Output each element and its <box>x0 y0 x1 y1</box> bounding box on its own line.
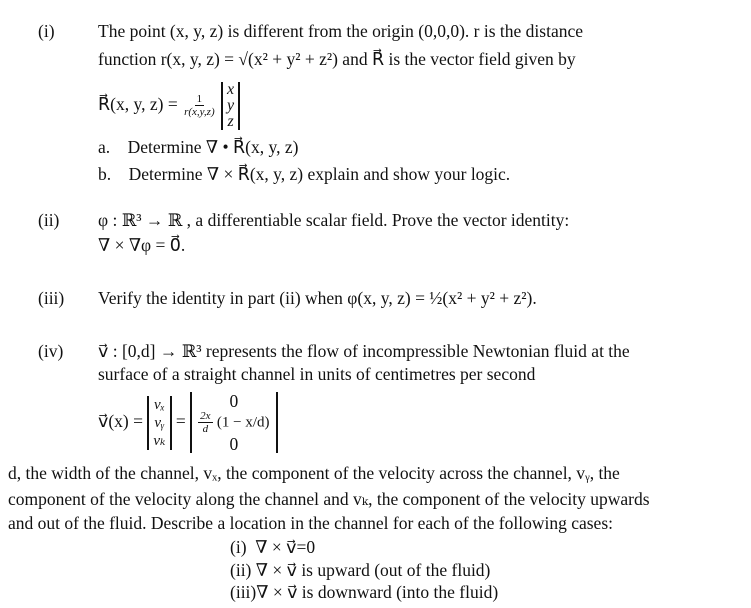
q4-value-middle <box>198 410 269 435</box>
q4-value-vector <box>190 392 277 453</box>
q1-fraction <box>182 93 217 118</box>
q4-component-vector <box>147 396 171 450</box>
q4-component-y: vᵧ <box>154 414 165 431</box>
q4-value-bottom: 0 <box>229 434 239 455</box>
q4-description-line-3: and out of the fluid. Describe a location in the channel for each of the following cases: <box>8 513 613 533</box>
q4-component-x: vₓ <box>154 396 165 413</box>
q4-velocity-definition <box>98 386 278 456</box>
q4-equals: = <box>175 411 186 431</box>
q4-middle-paren: (1 − x/d) <box>216 415 270 431</box>
q1-fraction-numerator: 1 <box>196 93 203 106</box>
question-number-2: (ii) <box>38 210 60 230</box>
q4-value-top: 0 <box>229 391 239 412</box>
q4-line-1: v⃗ : [0,d] → ℝ³ represents the flow of incompressible Newtonian fluid at the <box>98 341 630 361</box>
question-number-1: (i) <box>38 21 55 41</box>
q1-vector-field-lhs: R⃗(x, y, z) = <box>98 94 178 114</box>
q4-case-1: (i) ∇ × v⃗=0 <box>230 537 316 557</box>
q4-middle-numerator: 2x <box>200 410 211 423</box>
q4-case-3: (iii)∇ × v⃗ is downward (into the fluid) <box>230 582 499 602</box>
q4-description-line-2: component of the velocity along the channel and vₖ, the component of the velocity upwards <box>8 489 650 509</box>
q4-middle-denominator: d <box>202 423 209 436</box>
q4-velocity-lhs: v⃗(x) = <box>98 411 144 431</box>
q1-part-b: b. Determine ∇ × R⃗(x, y, z) explain and show your logic. <box>98 164 511 184</box>
q1-line-1: The point (x, y, z) is different from the origin (0,0,0). r is the distance <box>98 21 584 41</box>
question-number-4: (iv) <box>38 341 64 361</box>
q4-line-2: surface of a straight channel in units of centimetres per second <box>98 364 536 384</box>
q1-vector-field-definition <box>98 76 240 132</box>
q2-line-1: φ : ℝ³ → ℝ , a differentiable scalar field. Prove the vector identity: <box>98 210 570 230</box>
q1-vector-y: y <box>227 96 235 114</box>
q4-middle-fraction <box>198 410 212 435</box>
q4-case-2: (ii) ∇ × v⃗ is upward (out of the fluid) <box>230 560 491 580</box>
q3-line-1: Verify the identity in part (ii) when φ(x, y, z) = ½(x² + y² + z²). <box>98 288 537 308</box>
q1-part-a: a. Determine ∇ • R⃗(x, y, z) <box>98 137 299 157</box>
q1-fraction-denominator: r(x,y,z) <box>184 106 215 119</box>
q1-column-vector <box>221 82 240 130</box>
question-number-3: (iii) <box>38 288 65 308</box>
q4-component-z: vₖ <box>153 432 166 449</box>
q1-vector-z: z <box>227 112 234 130</box>
q1-line-2: function r(x, y, z) = √(x² + y² + z²) and R⃗ is the vector field given by <box>98 49 576 69</box>
q4-description-line-1: d, the width of the channel, vₓ, the component of the velocity across the channel, vᵧ, the <box>8 463 620 483</box>
q1-vector-x: x <box>227 80 235 98</box>
q2-line-2: ∇ × ∇φ = 0⃗. <box>98 235 186 255</box>
